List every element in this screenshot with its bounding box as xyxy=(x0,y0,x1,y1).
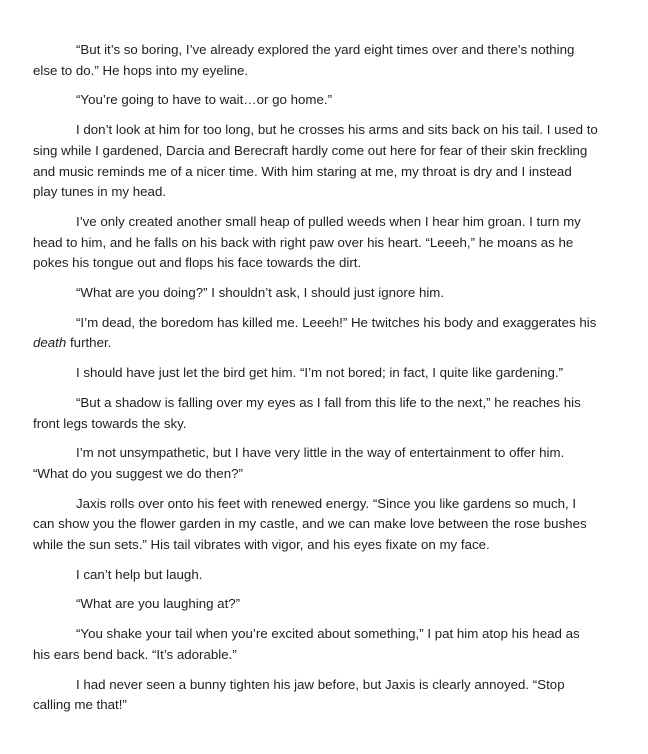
paragraph-text: “I’m dead, the boredom has killed me. Leeeh!” He twitches his body and exaggerates his xyxy=(76,314,597,330)
paragraph-text: I’ve only created another small heap of pulled weeds when I hear him groan. I turn my head to him, and he falls on his back with right paw over his heart. “Leeeh,” he moans as he pokes his tongue out and flops his face towards the dirt. xyxy=(33,213,581,271)
paragraph-text: I should have just let the bird get him. “I’m not bored; in fact, I quite like gardening.” xyxy=(76,365,564,381)
paragraph-text: I had never seen a bunny tighten his jaw before, but Jaxis is clearly annoyed. “Stop calling me that!” xyxy=(33,676,565,713)
paragraph-text: “What are you laughing at?” xyxy=(76,596,241,612)
paragraph xyxy=(33,393,599,434)
paragraph-text: I’m not unsympathetic, but I have very little in the way of entertainment to offer him. “What do you suggest we do then?” xyxy=(33,445,565,481)
paragraph-text: further. xyxy=(66,335,112,351)
paragraph xyxy=(33,90,599,111)
paragraph xyxy=(33,283,599,304)
document-page xyxy=(33,40,599,725)
paragraph-text: “But a shadow is falling over my eyes as I fall from this life to the next,” he reaches his front legs towards the sky. xyxy=(33,394,581,431)
paragraph-text: I don’t look at him for too long, but he crosses his arms and sits back on his tail. I used to sing while I gardened, Darcia and Berecraft hardly come out here for fear of their skin freckling and music reminds me of a nicer time. With him staring at me, my throat is dry and I instead play tunes in my head. xyxy=(33,122,598,200)
paragraph-text: I can’t help but laugh. xyxy=(76,566,203,582)
emphasized-text: death xyxy=(33,335,67,351)
paragraph-text: “What are you doing?” I shouldn’t ask, I should just ignore him. xyxy=(76,285,445,301)
paragraph xyxy=(33,313,599,354)
paragraph xyxy=(33,40,599,81)
paragraph xyxy=(33,443,599,484)
paragraph xyxy=(33,565,599,586)
paragraph xyxy=(33,494,599,556)
paragraph-text: Jaxis rolls over onto his feet with renewed energy. “Since you like gardens so much, I can show you the flower garden in my castle, and we can make love between the rose bushes while the sun sets.” His tail vibrates with vigor, and his eyes fixate on my face. xyxy=(33,495,587,553)
paragraph-text: “But it’s so boring, I’ve already explored the yard eight times over and there’s nothing else to do.” He hops into my eyeline. xyxy=(33,42,575,78)
paragraph xyxy=(33,675,599,716)
paragraph xyxy=(33,212,599,274)
paragraph xyxy=(33,594,599,615)
paragraph xyxy=(33,624,599,665)
paragraph-text: “You’re going to have to wait…or go home.” xyxy=(76,92,332,108)
paragraph xyxy=(33,363,599,384)
paragraph-text: “You shake your tail when you’re excited about something,” I pat him atop his head as his ears bend back. “It’s adorable.” xyxy=(33,626,580,662)
paragraph xyxy=(33,120,599,203)
